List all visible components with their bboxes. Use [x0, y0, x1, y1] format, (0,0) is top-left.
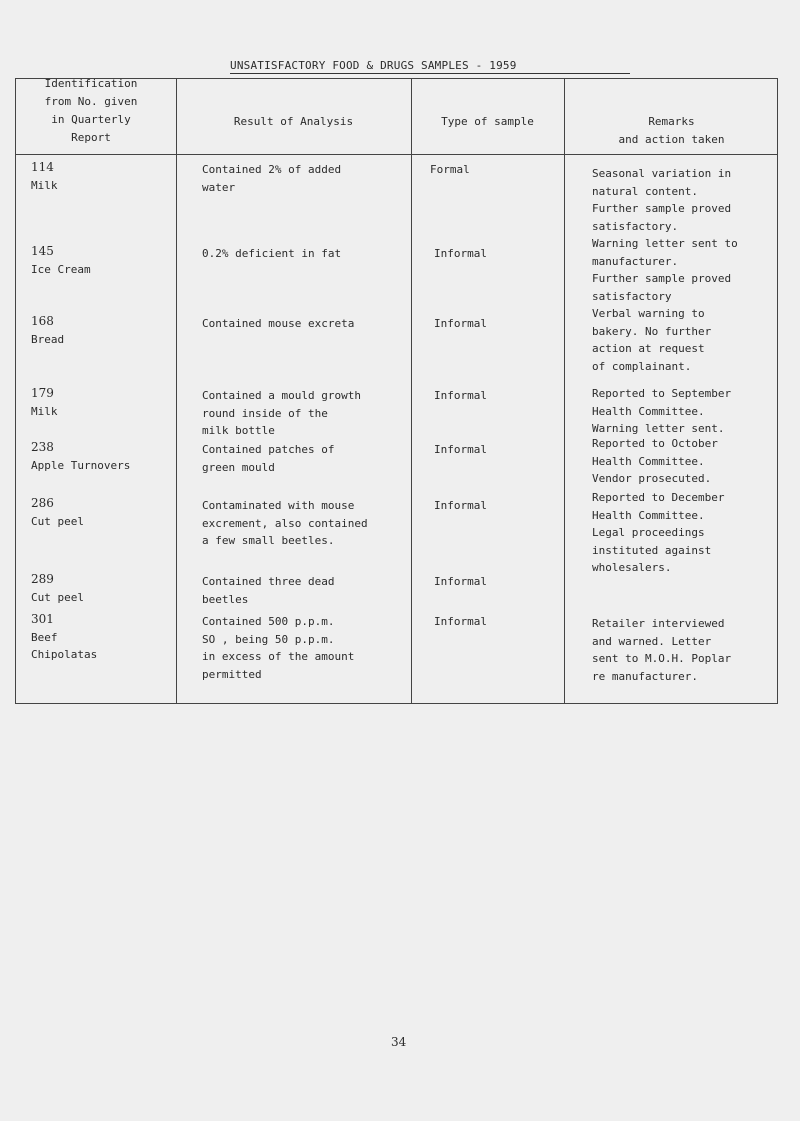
type-cell: Informal: [434, 317, 487, 330]
row-id-cell: [31, 243, 91, 278]
result-cell: 0.2% deficient in fat: [202, 247, 342, 260]
sample-item: Milk: [31, 178, 58, 192]
sample-item: Beef Chipolatas: [31, 630, 98, 661]
type-cell: Informal: [434, 389, 487, 402]
header-type: Type of sample: [441, 115, 534, 128]
sample-item: Bread: [31, 332, 65, 346]
sample-number: 301: [31, 612, 54, 626]
result-cell: Contained mouse excreta: [202, 317, 355, 330]
type-cell: Informal: [434, 615, 487, 628]
sample-number: 289: [31, 572, 54, 586]
remarks-cell: Reported to September Health Committee. Warning letter sent.: [592, 387, 732, 435]
header-result: Result of Analysis: [233, 115, 354, 128]
header-identification: Identification from No. given in Quarterly Report: [44, 77, 138, 144]
result-cell: Contained patches of green mould: [202, 443, 335, 474]
samples-table: [15, 78, 778, 704]
column-divider: [564, 79, 565, 703]
row-id-cell: [31, 495, 84, 530]
sample-number: 179: [31, 386, 54, 400]
column-divider: [176, 79, 177, 703]
sample-number: 286: [31, 496, 54, 510]
sample-item: Cut peel: [31, 590, 84, 604]
type-cell: Informal: [434, 499, 487, 512]
result-cell: Contained a mould growth round inside of the milk bottle: [202, 389, 361, 437]
sample-item: Milk: [31, 404, 58, 418]
column-divider: [411, 79, 412, 703]
sample-number: 114: [31, 160, 54, 174]
sample-number: 145: [31, 244, 54, 258]
remarks-cell: Seasonal variation in natural content. Further sample proved satisfactory.: [592, 167, 732, 233]
sample-number: 238: [31, 440, 54, 454]
result-cell: Contaminated with mouse excrement, also contained a few small beetles.: [202, 499, 368, 547]
header-remarks: Remarks and action taken: [618, 115, 725, 146]
type-cell: Informal: [434, 247, 487, 260]
type-cell: Informal: [434, 443, 487, 456]
header-divider: [16, 154, 777, 155]
result-cell: Contained 500 p.p.m. SO , being 50 p.p.m. in excess of the amount permitted: [202, 615, 355, 681]
sample-item: Ice Cream: [31, 262, 91, 276]
page-title: UNSATISFACTORY FOOD & DRUGS SAMPLES - 1959: [230, 59, 517, 72]
row-id-cell: [31, 159, 58, 194]
sample-item: Apple Turnovers: [31, 458, 131, 472]
result-cell: Contained three dead beetles: [202, 575, 335, 606]
title-underline: [230, 73, 630, 74]
page-number: 34: [391, 1035, 407, 1049]
remarks-cell: Retailer interviewed and warned. Letter sent to M.O.H. Poplar re manufacturer.: [592, 617, 732, 683]
row-id-cell: [31, 571, 84, 606]
sample-number: 168: [31, 314, 54, 328]
remarks-cell: Reported to October Health Committee. Vendor prosecuted.: [592, 437, 718, 485]
row-id-cell: [31, 385, 58, 420]
remarks-cell: Reported to December Health Committee. Legal proceedings instituted against wholesalers.: [592, 491, 725, 574]
remarks-cell: Verbal warning to bakery. No further action at request of complainant.: [592, 307, 712, 373]
sample-item: Cut peel: [31, 514, 84, 528]
remarks-cell: Warning letter sent to manufacturer. Further sample proved satisfactory: [592, 237, 738, 303]
type-cell: Informal: [434, 575, 487, 588]
result-cell: Contained 2% of added water: [202, 163, 342, 194]
type-cell: Formal: [430, 163, 470, 176]
row-id-cell: [31, 313, 64, 348]
row-id-cell: [31, 439, 130, 474]
row-id-cell: [31, 611, 97, 664]
